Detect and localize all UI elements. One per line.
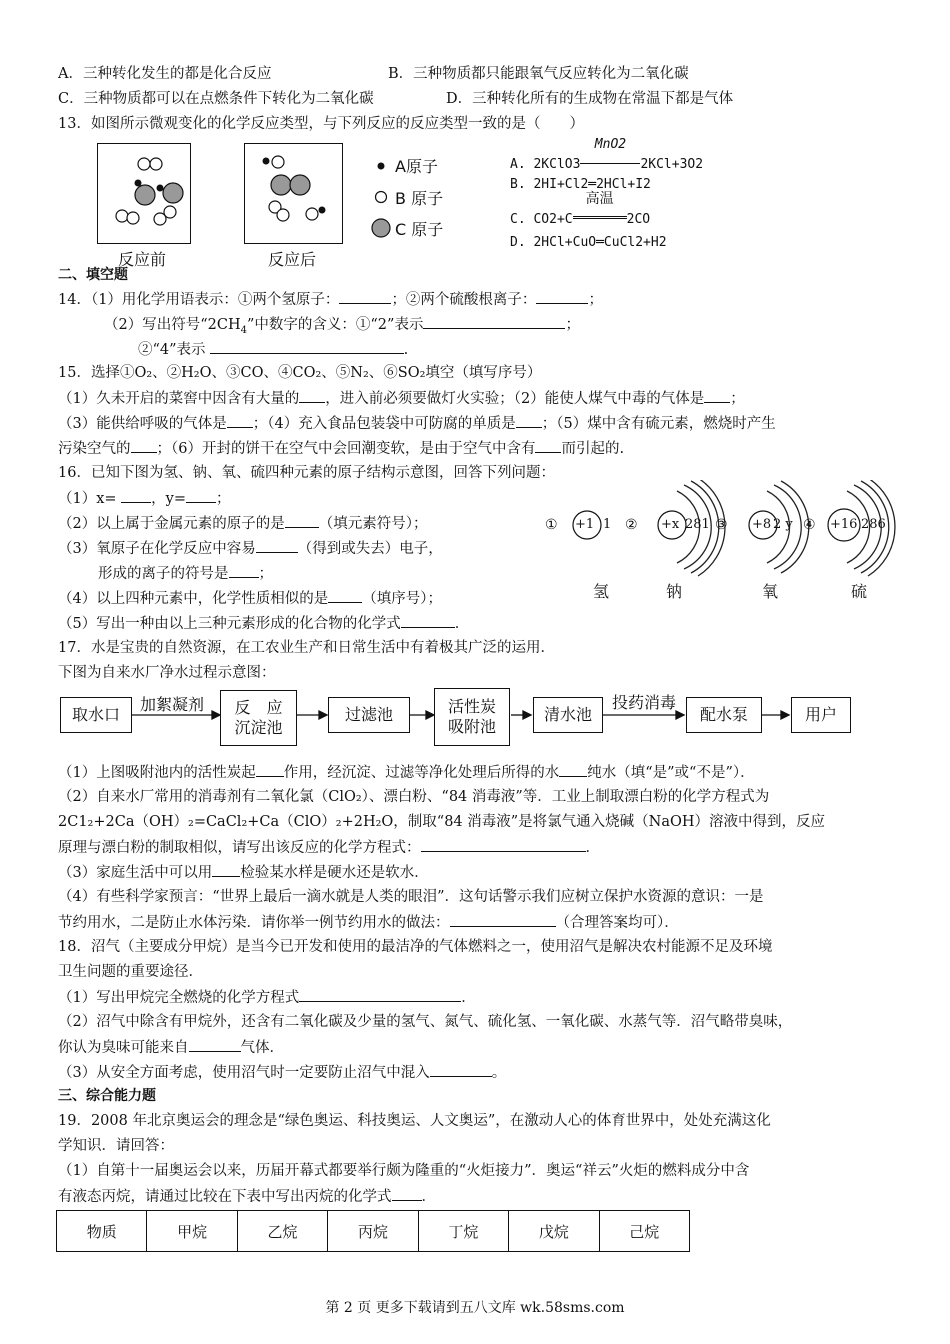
atom-na-name: 钠 bbox=[666, 582, 683, 601]
blank[interactable] bbox=[212, 862, 240, 877]
q17-line-2: 下图为自来水厂净水过程示意图： bbox=[58, 665, 276, 681]
t: 作用，经沉淀、过滤等净化处理后所得的水 bbox=[283, 765, 560, 781]
t: 。 bbox=[491, 1065, 507, 1081]
t: （1）久未开启的菜窖中因含有大量的 bbox=[58, 391, 300, 407]
q17-line-1: 17．水是宝贵的自然资源，在工农业生产和日常生活中有着极其广泛的运用． bbox=[58, 640, 555, 656]
opt-c-condition: 高温 bbox=[585, 191, 614, 207]
q14-p2: （2）写出符号“2CH bbox=[104, 317, 241, 333]
flow-sedimentation: 反 应 沉淀池 bbox=[220, 690, 297, 746]
q16-line-5 bbox=[58, 588, 442, 609]
flow-intake: 取水口 bbox=[60, 697, 132, 733]
blank[interactable] bbox=[401, 613, 455, 628]
q14-line-3 bbox=[138, 339, 408, 360]
t: ；（5）煤中含有硫元素，燃烧时产生 bbox=[541, 416, 776, 432]
t: 形成的离子的符号是 bbox=[98, 566, 229, 582]
legend-a: A原子 bbox=[395, 157, 438, 176]
c-atom-symbol bbox=[372, 219, 390, 237]
blank[interactable] bbox=[559, 762, 587, 777]
q14-p1c: ； bbox=[588, 292, 603, 308]
atom-o-name: 氧 bbox=[762, 582, 779, 601]
q18-line-2: 卫生问题的重要途径． bbox=[58, 964, 203, 980]
table-cell: 丁烷 bbox=[418, 1211, 508, 1252]
legend-c: C 原子 bbox=[395, 220, 444, 239]
q18-p2-line-2 bbox=[58, 1037, 284, 1058]
q13-option-d: D. 2HCl+CuO═CuCl2+H2 bbox=[510, 235, 667, 250]
q14-p2c: ； bbox=[565, 317, 580, 333]
t: （1）x= bbox=[58, 491, 122, 507]
blank[interactable] bbox=[535, 438, 561, 453]
q14-line-2 bbox=[104, 314, 580, 341]
blank[interactable] bbox=[339, 289, 391, 304]
atom-s-nucleus: +16 bbox=[830, 517, 858, 532]
table-cell: 乙烷 bbox=[237, 1211, 327, 1252]
blank[interactable] bbox=[536, 289, 588, 304]
t: （填序号）； bbox=[362, 591, 442, 607]
q15-line-3 bbox=[58, 413, 776, 434]
atom-h-name: 氢 bbox=[593, 582, 610, 601]
q16-line-1 bbox=[58, 488, 231, 509]
q14-line-1 bbox=[58, 289, 603, 310]
blank[interactable] bbox=[227, 413, 253, 428]
q18-p1 bbox=[58, 987, 476, 1008]
t: ，y= bbox=[151, 491, 187, 507]
after-molecules bbox=[245, 144, 342, 243]
q14-sub: 4 bbox=[240, 324, 247, 336]
q13-option-b: B. 2HI+Cl2═2HCl+I2 bbox=[510, 177, 651, 192]
t: （3）从安全方面考虑，使用沼气时一定要防止沼气中混入 bbox=[58, 1065, 430, 1081]
q19-line-3: （1）自第十一届奥运会以来，历届开幕式都要举行颇为隆重的“火炬接力”．奥运“祥云”火炬的燃料成分中含 bbox=[58, 1163, 750, 1179]
t: ，进入前必须要做灯火实验；（2）能使人煤气中毒的气体是 bbox=[325, 391, 705, 407]
q17-p4-line-1: （4）有些科学家预言：“世界上最后一滴水就是人类的眼泪”．这句话警示我们应树立保护水资源的意识：一是 bbox=[58, 889, 764, 905]
atom-na-num: ② bbox=[625, 517, 638, 533]
after-reaction-box bbox=[244, 143, 343, 244]
table-cell: 物质 bbox=[57, 1211, 147, 1252]
t: （2）以上属于金属元素的原子的是 bbox=[58, 516, 285, 532]
blank[interactable] bbox=[516, 413, 542, 428]
t: ；（6）开封的饼干在空气中会回潮变软，是由于空气中含有 bbox=[156, 441, 536, 457]
q12-option-d: D．三种转化所有的生成物在常温下都是气体 bbox=[446, 91, 734, 107]
q12-option-c: C．三种物质都可以在点燃条件下转化为二氧化碳 bbox=[58, 91, 374, 107]
blank[interactable] bbox=[392, 1186, 422, 1201]
atom-o-num: ③ bbox=[715, 517, 728, 533]
q17-p3 bbox=[58, 862, 429, 883]
atom-s-shells: 286 bbox=[861, 517, 886, 532]
q13-option-c bbox=[510, 191, 651, 230]
blank[interactable] bbox=[121, 488, 151, 503]
q13-stem: 13．如图所示微观变化的化学反应类型，与下列反应的反应类型一致的是（ ） bbox=[58, 116, 584, 132]
q14-p3: ②“4”表示 bbox=[138, 342, 206, 358]
t: ． bbox=[421, 1189, 436, 1205]
t: （填元素符号）； bbox=[318, 516, 428, 532]
t: （5）写出一种由以上三种元素形成的化合物的化学式 bbox=[58, 616, 401, 632]
opt-a-catalyst: MnO2 bbox=[594, 137, 627, 152]
t: （1）写出甲烷完全燃烧的化学方程式 bbox=[58, 990, 300, 1006]
blank[interactable] bbox=[421, 837, 586, 852]
opt-c-reactant: C. CO2+C bbox=[510, 212, 573, 227]
q16-line-6 bbox=[58, 613, 469, 634]
atom-s-num: ④ bbox=[803, 517, 816, 533]
t: 节约用水，二是防止水体污染．请你举一例节约用水的做法： bbox=[58, 915, 450, 931]
t: ． bbox=[461, 990, 476, 1006]
q19-line-1: 19．2008 年北京奥运会的理念是“绿色奥运、科技奥运、人文奥运”，在激动人心的体育世界中，处处充满这化 bbox=[58, 1113, 771, 1129]
t: （3）能供给呼吸的气体是 bbox=[58, 416, 227, 432]
section-3-title: 三、综合能力题 bbox=[58, 1088, 156, 1104]
blank[interactable] bbox=[256, 538, 298, 553]
atom-o-nucleus: +8 bbox=[752, 517, 772, 532]
section-2-title: 二、填空题 bbox=[58, 267, 128, 283]
t: （1）上图吸附池内的活性炭起 bbox=[58, 765, 256, 781]
blank[interactable] bbox=[256, 762, 284, 777]
opt-a-product: 2KCl+3O2 bbox=[640, 157, 704, 172]
q16-line-4 bbox=[98, 563, 273, 584]
blank[interactable] bbox=[131, 438, 157, 453]
atom-na-nucleus: +x bbox=[661, 517, 680, 532]
atom-h-shells: 1 bbox=[603, 517, 612, 532]
q17-p2-line-3 bbox=[58, 837, 600, 858]
t: 原理与漂白粉的制取相似，请写出该反应的化学方程式： bbox=[58, 840, 421, 856]
t: ； bbox=[730, 391, 745, 407]
t: （得到或失去）电子， bbox=[297, 541, 443, 557]
t: （合理答案均可）． bbox=[555, 915, 679, 931]
q14-p1b: ；②两个硫酸根离子： bbox=[391, 292, 537, 308]
blank[interactable] bbox=[229, 563, 259, 578]
q16-line-3 bbox=[58, 538, 443, 559]
blank[interactable] bbox=[328, 588, 362, 603]
blank[interactable] bbox=[423, 314, 565, 329]
t: ； bbox=[216, 491, 231, 507]
t: ． bbox=[585, 840, 600, 856]
atom-o-shells: 2 y bbox=[773, 517, 793, 532]
blank[interactable] bbox=[186, 488, 216, 503]
table-cell: 己烷 bbox=[599, 1211, 689, 1252]
table-row bbox=[57, 1211, 690, 1252]
q12-option-b: B．三种物质都只能跟氧气反应转化为二氧化碳 bbox=[388, 66, 689, 82]
before-reaction-box bbox=[97, 143, 191, 244]
q17-p2-line-1: （2）自来水厂常用的消毒剂有二氧化氯（ClO₂）、漂白粉、“84 消毒液”等．工业上制取漂白粉的化学方程式为 bbox=[58, 789, 770, 805]
t: 你认为臭味可能来自 bbox=[58, 1040, 189, 1056]
flow-carbon-adsorption: 活性炭 吸附池 bbox=[434, 688, 510, 746]
t: （4）以上四种元素中，化学性质相似的是 bbox=[58, 591, 329, 607]
q19-line-2: 学知识．请回答： bbox=[58, 1138, 174, 1154]
page-footer: 第 2 页 更多下载请到五八文库 wk.58sms.com bbox=[325, 1300, 625, 1316]
flow-label-disinfect: 投药消毒 bbox=[612, 693, 677, 712]
q18-p3 bbox=[58, 1062, 506, 1083]
atom-s-name: 硫 bbox=[851, 582, 868, 601]
t: （3）家庭生活中可以用 bbox=[58, 865, 213, 881]
b-atom-symbol bbox=[376, 192, 387, 203]
blank[interactable] bbox=[299, 388, 325, 403]
q15-stem: 15．选择①O₂、②H₂O、③CO、④CO₂、⑤N₂、⑥SO₂填空（填写序号） bbox=[58, 365, 542, 381]
flow-label-coagulant: 加絮凝剂 bbox=[140, 695, 205, 714]
table-cell: 甲烷 bbox=[147, 1211, 237, 1252]
flow-clear-water: 清水池 bbox=[533, 697, 603, 733]
q12-option-a: A．三种转化发生的都是化合反应 bbox=[58, 66, 272, 82]
a-atom-symbol bbox=[378, 163, 385, 170]
blank[interactable] bbox=[299, 987, 461, 1002]
t: ； bbox=[258, 566, 273, 582]
q17-p1 bbox=[58, 762, 755, 783]
flow-filter: 过滤池 bbox=[328, 697, 410, 733]
t: 而引起的. bbox=[561, 441, 625, 457]
blank[interactable] bbox=[430, 1062, 492, 1077]
q14-p3b: . bbox=[403, 342, 409, 358]
q13-option-a bbox=[510, 137, 704, 175]
blank[interactable] bbox=[704, 388, 730, 403]
flow-users: 用户 bbox=[791, 697, 851, 733]
q15-line-4 bbox=[58, 438, 624, 459]
atom-h-nucleus: +1 bbox=[575, 517, 595, 532]
q17-p2-line-2: 2C1₂+2Ca（OH）₂=CaCl₂+Ca（ClO）₂+2H₂O，制取“84 消毒液”是将氯气通入烧碱（NaOH）溶液中得到，反应 bbox=[58, 814, 826, 830]
t: ；（4）充入食品包装袋中可防腐的单质是 bbox=[252, 416, 516, 432]
before-label: 反应前 bbox=[118, 250, 167, 269]
q16-stem: 16．已知下图为氢、钠、氧、硫四种元素的原子结构示意图，回答下列问题： bbox=[58, 465, 555, 481]
t: 有液态丙烷，请通过比较在下表中写出丙烷的化学式 bbox=[58, 1189, 392, 1205]
blank[interactable] bbox=[189, 1037, 241, 1052]
t: ． bbox=[454, 616, 470, 632]
table-cell: 丙烷 bbox=[328, 1211, 418, 1252]
t: 污染空气的 bbox=[58, 441, 131, 457]
opt-c-product: 2CO bbox=[626, 212, 651, 227]
blank[interactable] bbox=[210, 339, 404, 354]
t: 气体． bbox=[240, 1040, 284, 1056]
q19-line-4 bbox=[58, 1186, 436, 1207]
alkane-table bbox=[56, 1210, 690, 1252]
q14-p2b: ”中数字的含义：①“2”表示 bbox=[246, 317, 424, 333]
q16-line-2 bbox=[58, 513, 427, 534]
q17-p4-line-2 bbox=[58, 912, 679, 933]
q15-line-2 bbox=[58, 388, 745, 409]
atom-na-shells: 281 bbox=[685, 517, 710, 532]
after-label: 反应后 bbox=[268, 250, 317, 269]
t: 检验某水样是硬水还是软水． bbox=[240, 865, 429, 881]
opt-a-reactant: A. 2KClO3 bbox=[510, 157, 581, 172]
table-cell: 戊烷 bbox=[509, 1211, 599, 1252]
q14-p1: 14．（1）用化学用语表示：①两个氢原子： bbox=[58, 292, 340, 308]
blank[interactable] bbox=[450, 912, 556, 927]
q18-p2-line-1: （2）沼气中除含有甲烷外，还含有二氧化碳及少量的氢气、氮气、硫化氢、一氧化碳、水蒸气等．沼气略带臭味， bbox=[58, 1014, 793, 1030]
blank[interactable] bbox=[285, 513, 319, 528]
t: 纯水（填“是”或“不是”）． bbox=[587, 765, 755, 781]
atom-h-num: ① bbox=[545, 517, 558, 533]
t: （3）氧原子在化学反应中容易 bbox=[58, 541, 256, 557]
flow-pump: 配水泵 bbox=[686, 697, 762, 733]
legend-b: B 原子 bbox=[395, 189, 444, 208]
q18-line-1: 18．沼气（主要成分甲烷）是当今已开发和使用的最洁净的气体燃料之一，使用沼气是解决农村能源不足及环境 bbox=[58, 939, 773, 955]
before-molecules bbox=[98, 144, 190, 243]
